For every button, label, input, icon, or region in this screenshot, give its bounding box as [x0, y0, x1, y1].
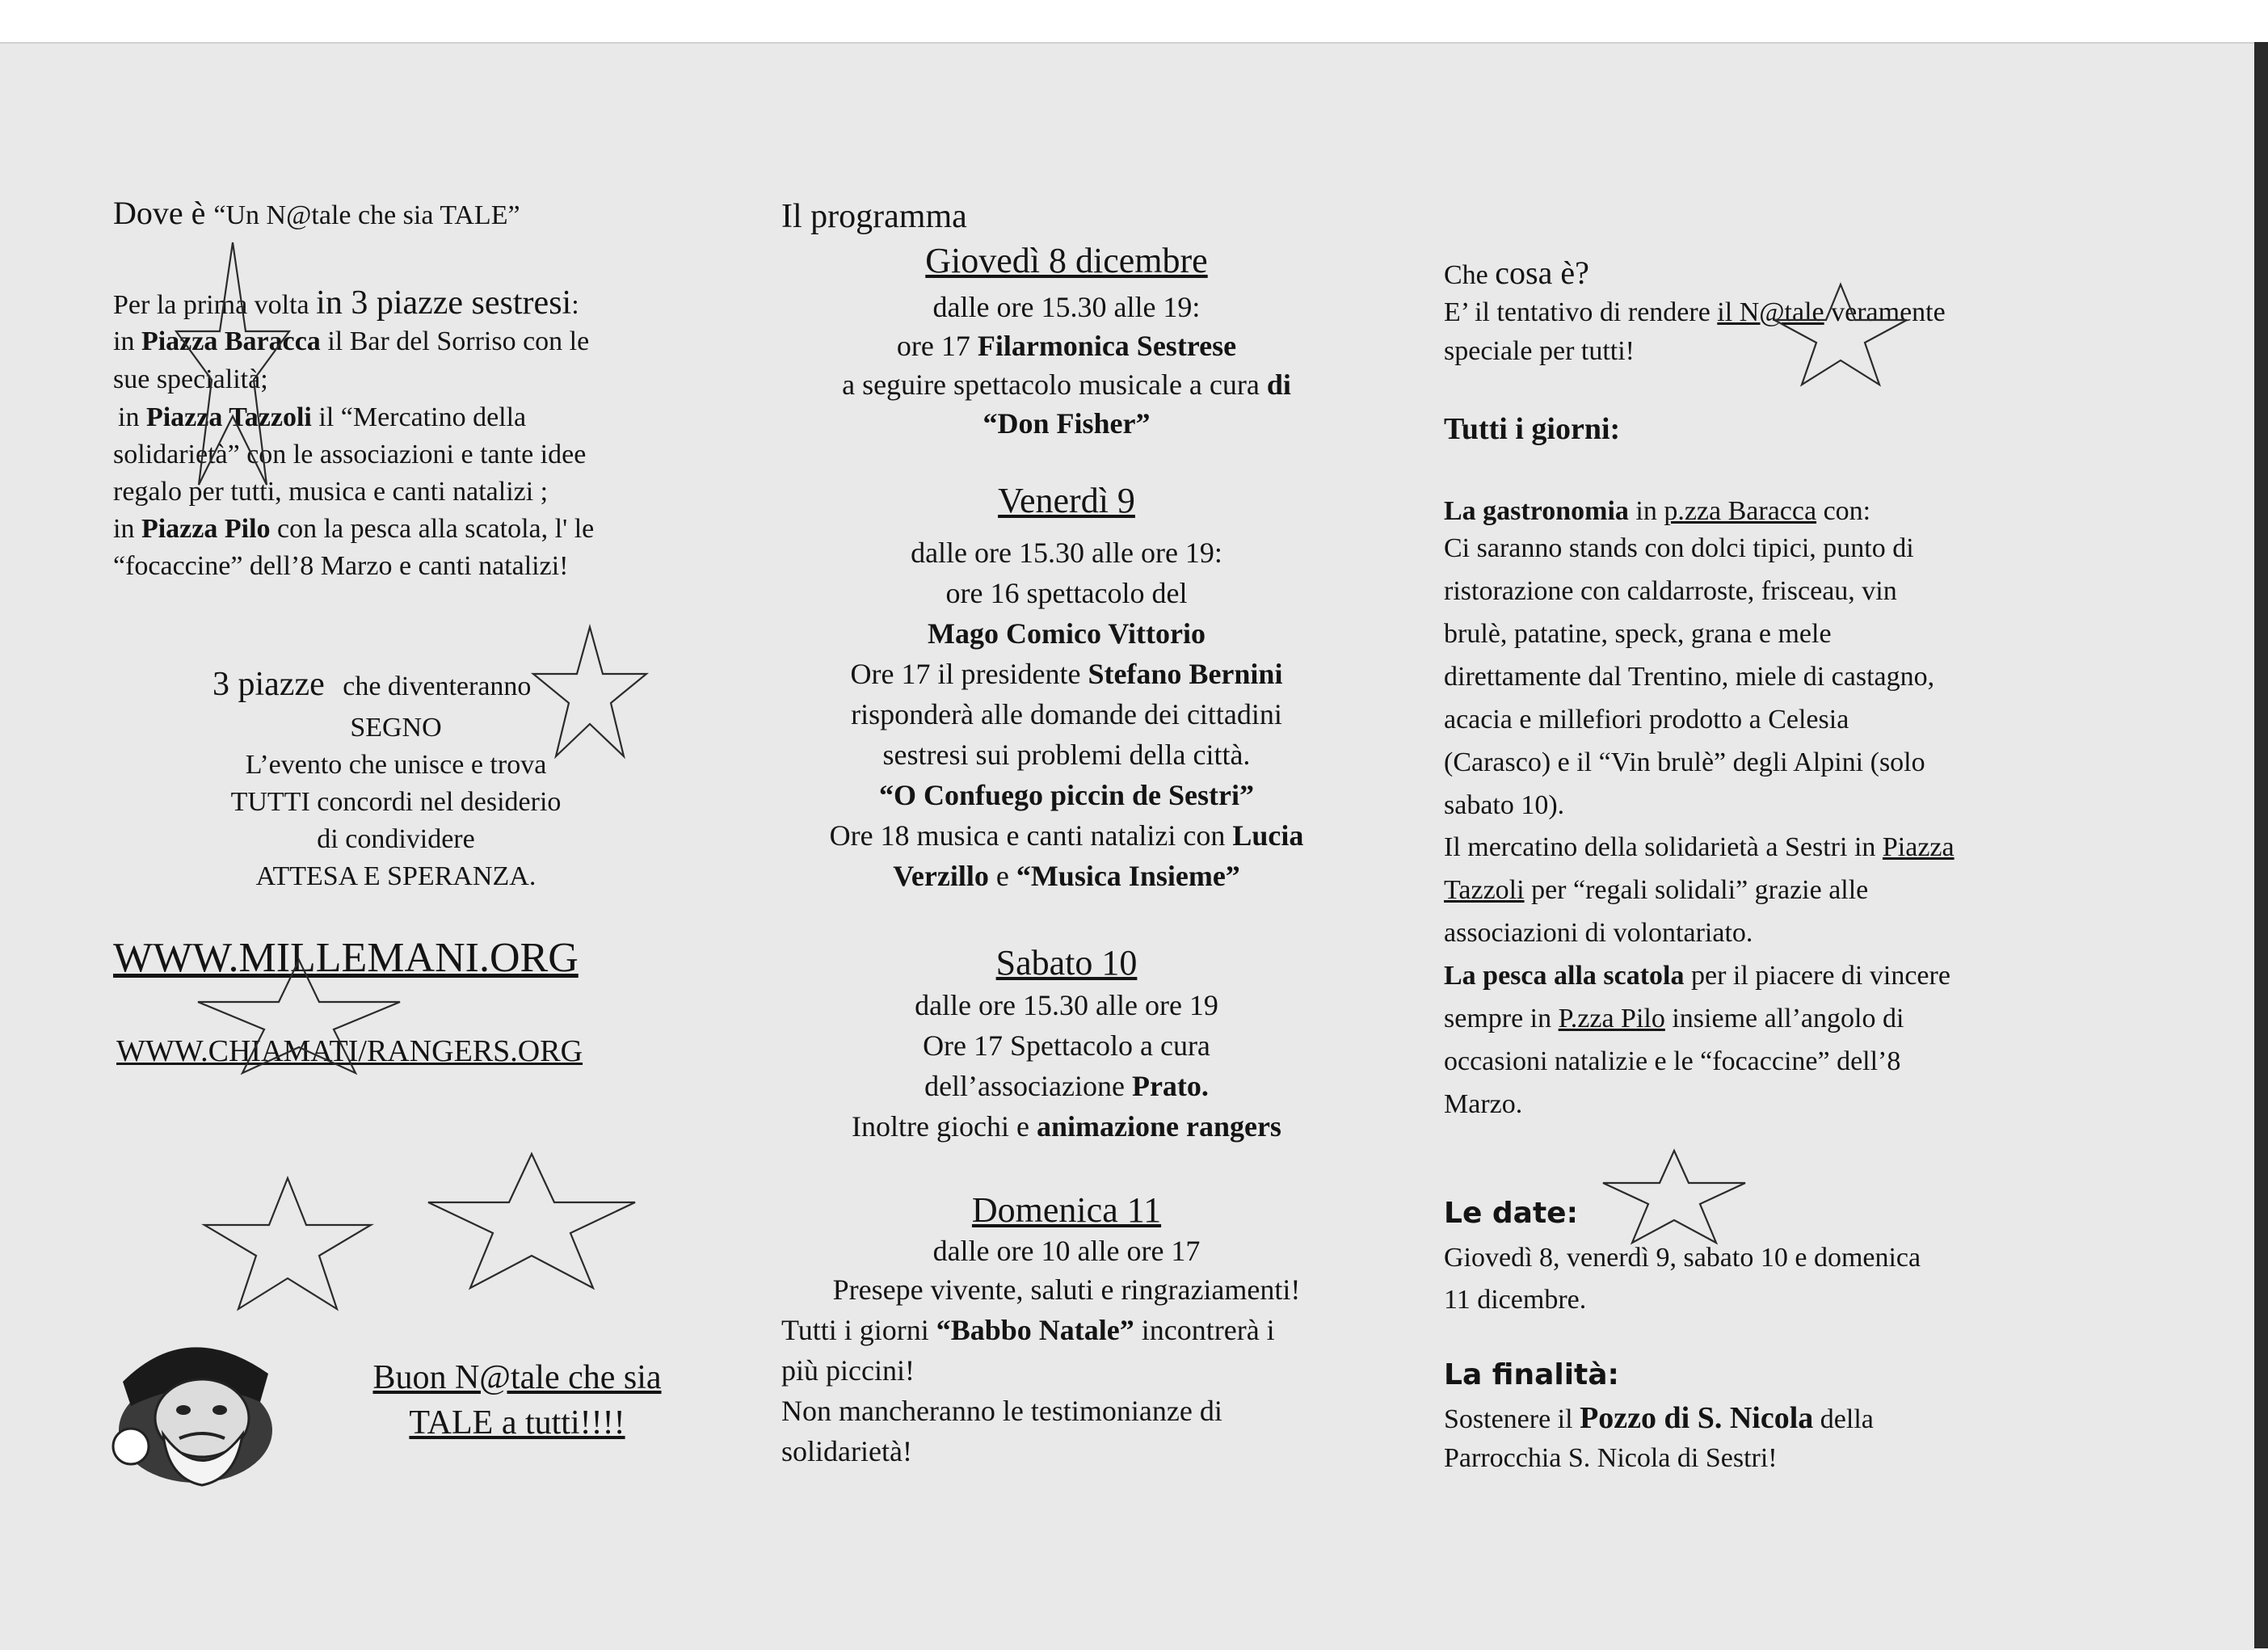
performer: “Babbo Natale”: [936, 1314, 1134, 1346]
text-line: Ci saranno stands con dolci tipici, punto di: [1444, 533, 1914, 563]
piazza-name: Piazza Baracca: [141, 326, 321, 356]
text: in: [113, 514, 135, 544]
schedule-line: più piccini!: [781, 1354, 915, 1387]
text: con:: [1823, 496, 1871, 526]
day-title-venerdi: Venerdì 9: [998, 481, 1135, 520]
schedule-line: ore 16 spettacolo del: [945, 577, 1188, 609]
schedule-line: risponderà alle domande dei cittadini: [851, 698, 1282, 730]
text-line: ristorazione con caldarroste, frisceau, vin: [1444, 576, 1897, 606]
text: con la pesca alla scatola, l' le: [277, 514, 595, 544]
intro-colon: :: [571, 290, 579, 320]
text: di: [1266, 368, 1291, 401]
day-title-domenica: Domenica 11: [971, 1190, 1162, 1230]
text: veramente: [1831, 297, 1946, 327]
le-date-heading: Le date:: [1444, 1197, 1578, 1230]
text: per “regali solidali” grazie alle: [1531, 875, 1869, 905]
schedule-line: Presepe vivente, saluti e ringraziamenti!: [832, 1273, 1301, 1306]
schedule-line: sestresi sui problemi della città.: [882, 739, 1251, 771]
scan-background: [0, 0, 2268, 42]
la-finalita-heading: La finalità:: [1444, 1358, 1619, 1391]
santa-claus-icon: [99, 1325, 292, 1487]
schedule-line: [743, 331, 1390, 360]
text: Il mercatino della solidarietà a Sestri: [1444, 832, 1848, 862]
greeting-line-1: Buon N@tale che sia: [372, 1359, 662, 1396]
star-icon: [176, 242, 289, 485]
text: e: [995, 860, 1009, 892]
piazza-name: Piazza Tazzoli: [145, 402, 312, 432]
event-name: “Un N@tale che sia TALE”: [213, 200, 520, 230]
text: il “Mercatino della: [318, 402, 527, 432]
text-line: [1444, 877, 1868, 904]
performer: Stefano Bernini: [1088, 658, 1283, 690]
text-line: [1444, 834, 1955, 861]
text-line: [1444, 962, 1950, 990]
text: P.zza Pilo: [1558, 1004, 1665, 1033]
dove-heading: [113, 197, 520, 229]
text-line: [1444, 498, 1870, 525]
text: in: [118, 402, 140, 432]
text-line: Giovedì 8, venerdì 9, sabato 10 e domenica: [1444, 1243, 1921, 1273]
text: in: [1635, 496, 1657, 526]
star-icon: [198, 960, 400, 1073]
text: incontrerà i: [1141, 1314, 1275, 1346]
text: Tazzoli: [1444, 875, 1525, 905]
text: della: [1820, 1404, 1874, 1434]
text-line: brulè, patatine, speck, grana e mele: [1444, 619, 1832, 649]
text: Inoltre giochi e: [852, 1110, 1029, 1143]
performer: Lucia: [1232, 819, 1304, 852]
schedule-line: Non mancheranno le testimonianze di: [781, 1395, 1222, 1427]
segno-word: SEGNO: [350, 713, 442, 743]
performer: “Musica Insieme”: [1016, 860, 1240, 892]
text: ore 17: [896, 330, 970, 362]
performer: “O Confuego piccin de Sestri”: [879, 779, 1254, 811]
greeting-line-2: TALE a tutti!!!!: [409, 1404, 625, 1442]
text: Ore 17 il presidente: [850, 658, 1081, 690]
text-line: (Carasco) e il “Vin brulè” degli Alpini (solo: [1444, 747, 1925, 777]
text: sempre in: [1444, 1004, 1552, 1033]
piazza-name: Piazza Pilo: [141, 514, 271, 544]
schedule-line: dalle ore 15.30 alle 19:: [932, 291, 1201, 323]
text: cosa è?: [1495, 255, 1589, 291]
text: Piazza: [1882, 832, 1955, 862]
schedule-line: [743, 1112, 1390, 1141]
day-title-sabato: Sabato 10: [995, 943, 1138, 983]
dove-label: Dove è: [113, 195, 206, 231]
text-line: associazioni di volontariato.: [1444, 918, 1753, 948]
schedule-line: dalle ore 15.30 alle ore 19:: [911, 537, 1222, 569]
text: Che: [1444, 260, 1488, 290]
schedule-line: Ore 17 Spettacolo a cura: [923, 1029, 1210, 1062]
text: Sostenere il: [1444, 1404, 1573, 1434]
text: per il piacere di vincere: [1690, 961, 1950, 991]
text-line: solidarietà” con le associazioni e tante idee: [113, 440, 587, 469]
text-line: sabato 10).: [1444, 790, 1565, 820]
text-line: [1444, 1403, 1874, 1433]
star-icon: [1603, 1151, 1745, 1243]
piazza-pilo-line: [113, 516, 594, 543]
text: La pesca alla scatola: [1444, 961, 1685, 991]
programma-heading: Il programma: [781, 198, 967, 235]
text-line: Parrocchia S. Nicola di Sestri!: [1444, 1443, 1778, 1473]
website-link-rangers[interactable]: WWW.CHIAMATI/RANGERS.ORG: [116, 1034, 583, 1068]
website-link-millemani[interactable]: WWW.MILLEMANI.ORG: [113, 935, 579, 981]
text-line: Marzo.: [1444, 1089, 1523, 1119]
segno-line: L’evento che unisce e trova: [245, 750, 547, 780]
performer: “Don Fisher”: [983, 407, 1151, 440]
text: Tutti i giorni: [781, 1314, 929, 1346]
schedule-line: solidarietà!: [781, 1435, 912, 1467]
intro-highlight: in 3 piazze sestresi: [316, 284, 572, 322]
text: insieme all’angolo di: [1672, 1004, 1904, 1033]
segno-line: ATTESA E SPERANZA.: [255, 861, 536, 891]
sheet-edge: [2254, 42, 2268, 1648]
segno-text: che diventeranno: [343, 671, 532, 701]
text: dell’associazione: [924, 1070, 1125, 1102]
intro-text: Per la prima volta: [113, 290, 309, 320]
text: a seguire spettacolo musicale a cura: [842, 368, 1260, 401]
star-icon: [1774, 284, 1907, 385]
text-line: regalo per tutti, musica e canti natalizi ;: [113, 477, 549, 507]
performer: Verzillo: [893, 860, 989, 892]
schedule-line: [743, 1071, 1390, 1101]
text-line: 11 dicembre.: [1444, 1285, 1587, 1315]
text: La gastronomia: [1444, 496, 1629, 526]
text: in: [113, 326, 135, 356]
schedule-line: dalle ore 10 alle ore 17: [932, 1235, 1201, 1267]
schedule-line: [743, 659, 1390, 688]
text: p.zza Baracca: [1664, 496, 1817, 526]
schedule-line: [743, 370, 1390, 399]
segno-line: TUTTI concordi nel desiderio: [230, 787, 562, 817]
text: E’ il tentativo di rendere: [1444, 297, 1710, 327]
text-line: [1444, 1005, 1904, 1033]
text: il Bar del Sorriso con le: [327, 326, 590, 356]
star-icon: [204, 1178, 371, 1309]
text-line: direttamente dal Trentino, miele di castagno,: [1444, 662, 1935, 692]
performer: animazione rangers: [1036, 1110, 1281, 1143]
star-icon: [428, 1154, 635, 1288]
schedule-line: [781, 1315, 1275, 1345]
schedule-line: [743, 821, 1390, 850]
text: il N@tale: [1717, 297, 1824, 327]
schedule-line: [743, 861, 1390, 890]
star-icon: [533, 627, 646, 756]
segno-highlight: 3 piazze: [212, 666, 325, 703]
schedule-line: dalle ore 15.30 alle ore 19: [915, 989, 1218, 1021]
text-line: “focaccine” dell’8 Marzo e canti natalizi!: [113, 551, 569, 581]
text-line: speciale per tutti!: [1444, 336, 1635, 366]
text: Ore 18 musica e canti natalizi con: [829, 819, 1226, 852]
text: in: [1854, 832, 1876, 862]
text: Pozzo di S. Nicola: [1580, 1401, 1814, 1435]
performer: Mago Comico Vittorio: [928, 617, 1206, 650]
performer: Filarmonica Sestrese: [977, 330, 1237, 362]
text-line: acacia e millefiori prodotto a Celesia: [1444, 705, 1849, 735]
che-cosa-heading: [1444, 257, 1589, 289]
text-line: occasioni natalizie e le “focaccine” dell’8: [1444, 1046, 1901, 1076]
segno-heading: [212, 667, 531, 701]
tutti-i-giorni-heading: Tutti i giorni:: [1444, 412, 1621, 446]
performer: Prato.: [1131, 1070, 1209, 1102]
segno-line: di condividere: [317, 824, 475, 854]
day-title-giovedi: Giovedì 8 dicembre: [925, 241, 1208, 280]
text-line: sue specialità;: [113, 364, 268, 394]
